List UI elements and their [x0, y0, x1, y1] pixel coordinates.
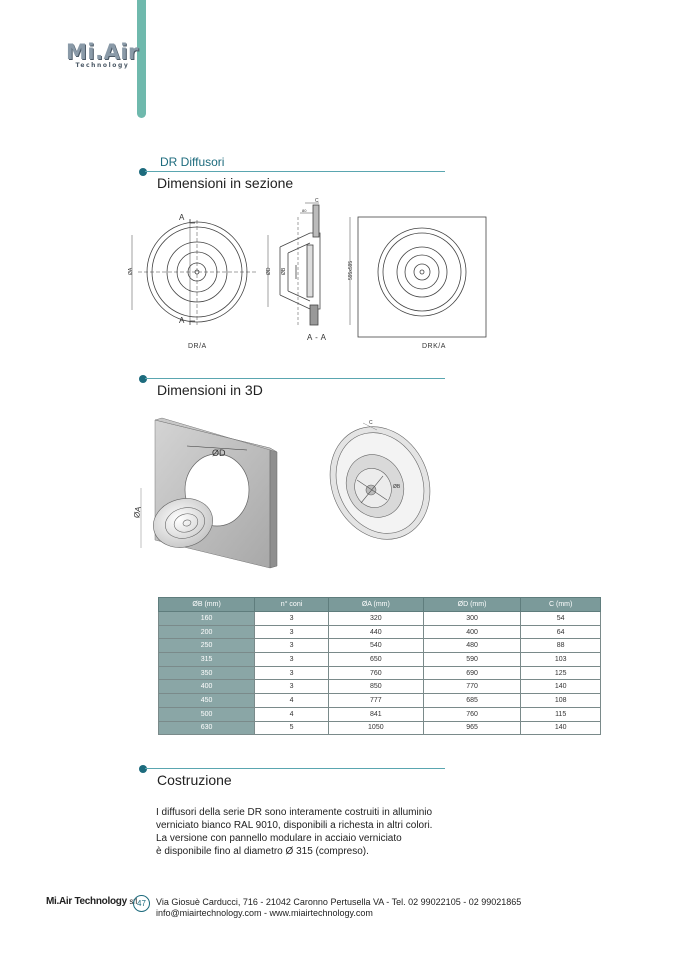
- section-marker-dot: [139, 375, 147, 383]
- table-row: [159, 612, 601, 626]
- text-line: è disponibile fino al diametro Ø 315 (compreso).: [156, 846, 369, 857]
- dim-oa-label: ØA: [128, 267, 134, 275]
- dimensions-table: [158, 597, 601, 735]
- section-title-3d: Dimensioni in 3D: [157, 382, 263, 398]
- render-3d: [125, 408, 435, 578]
- table-cell: 450: [159, 694, 255, 708]
- dim-c-label: C: [315, 198, 319, 204]
- text-line: verniciato bianco RAL 9010, disponibili a richesta in altri colori.: [156, 820, 433, 831]
- render-dim-oa: ØA: [132, 505, 143, 519]
- section-divider: [145, 378, 445, 379]
- brand-logo: [66, 40, 139, 69]
- table-cell: 400: [423, 625, 521, 639]
- section-title-sezione: Dimensioni in sezione: [157, 175, 294, 191]
- table-row: [159, 639, 601, 653]
- dim-a-bottom: A: [179, 316, 185, 325]
- table-cell: 3: [255, 612, 329, 626]
- table-cell: 160: [159, 612, 255, 626]
- table-cell: 3: [255, 680, 329, 694]
- drawing-drk-front: [358, 217, 486, 337]
- table-cell: 4: [255, 707, 329, 721]
- table-cell: 3: [255, 625, 329, 639]
- render-dim-ob: ØB: [393, 484, 401, 490]
- table-cell: 315: [159, 653, 255, 667]
- drawing-section-aa: [268, 203, 350, 325]
- table-cell: 64: [521, 625, 601, 639]
- footer-contact: [156, 897, 521, 919]
- table-cell: 965: [423, 721, 521, 735]
- table-cell: 200: [159, 625, 255, 639]
- table-cell: 3: [255, 653, 329, 667]
- table-row: [159, 721, 601, 735]
- section-divider: [145, 768, 445, 769]
- table-cell: 103: [521, 653, 601, 667]
- footer-brand: [46, 896, 137, 907]
- dim-od-label: ØD: [266, 267, 272, 275]
- table-cell: 250: [159, 639, 255, 653]
- col-header-coni: n° coni: [255, 598, 329, 612]
- table-row: [159, 666, 601, 680]
- table-cell: 88: [521, 639, 601, 653]
- section-marker-dot: [139, 168, 147, 176]
- section-subtitle: DR Diffusori: [160, 155, 225, 169]
- label-section-aa: A - A: [307, 333, 327, 342]
- render-dim-c: C: [369, 420, 373, 426]
- dim-80-label: 80: [302, 208, 307, 213]
- footer-address: Via Giosuè Carducci, 716 - 21042 Caronno Pertusella VA - Tel. 02 99022105 - 02 99021865: [156, 897, 522, 907]
- footer-links: info@miairtechnology.com - www.miairtechnology.com: [156, 908, 373, 918]
- table-cell: 54: [521, 612, 601, 626]
- table-row: [159, 694, 601, 708]
- label-drk: DRK/A: [422, 343, 446, 350]
- table-cell: 350: [159, 666, 255, 680]
- table-cell: 108: [521, 694, 601, 708]
- footer-brand-name: Mi.Air Technology: [46, 896, 127, 907]
- table-cell: 1050: [328, 721, 423, 735]
- dim-595-label: 595x595: [348, 260, 354, 280]
- table-cell: 630: [159, 721, 255, 735]
- dim-ob-label: ØB: [281, 267, 287, 275]
- table-cell: 650: [328, 653, 423, 667]
- table-row: [159, 680, 601, 694]
- text-line: I diffusori della serie DR sono interamente costruiti in alluminio: [156, 807, 433, 818]
- col-header-oa: ØA (mm): [328, 598, 423, 612]
- table-cell: 400: [159, 680, 255, 694]
- section-marker-dot: [139, 765, 147, 773]
- text-line: La versione con pannello modulare in acciaio verniciato: [156, 833, 402, 844]
- table-cell: 300: [423, 612, 521, 626]
- table-cell: 3: [255, 666, 329, 680]
- logo-main-text: Mi.Air: [66, 40, 139, 64]
- table-cell: 590: [423, 653, 521, 667]
- table-header-row: [159, 598, 601, 612]
- dim-a-top: A: [179, 213, 185, 222]
- table-cell: 115: [521, 707, 601, 721]
- table-row: [159, 625, 601, 639]
- table-cell: 770: [423, 680, 521, 694]
- section-title-costruzione: Costruzione: [157, 772, 232, 788]
- col-header-od: ØD (mm): [423, 598, 521, 612]
- table-cell: 760: [328, 666, 423, 680]
- diffuser-3d-cone: [312, 410, 435, 556]
- table-cell: 540: [328, 639, 423, 653]
- section-drawings: [120, 195, 500, 355]
- table-cell: 440: [328, 625, 423, 639]
- table-cell: 4: [255, 694, 329, 708]
- table-cell: 760: [423, 707, 521, 721]
- table-cell: 125: [521, 666, 601, 680]
- render-dim-od: ØD: [212, 448, 226, 458]
- section-divider: [145, 171, 445, 172]
- drawing-dr-front: [132, 219, 256, 325]
- footer-brand-suffix: srl: [129, 897, 137, 906]
- table-cell: 140: [521, 680, 601, 694]
- table-cell: 3: [255, 639, 329, 653]
- table-cell: 5: [255, 721, 329, 735]
- table-cell: 690: [423, 666, 521, 680]
- col-header-ob: ØB (mm): [159, 598, 255, 612]
- table-row: [159, 707, 601, 721]
- table-cell: 685: [423, 694, 521, 708]
- table-cell: 320: [328, 612, 423, 626]
- table-cell: 841: [328, 707, 423, 721]
- table-cell: 480: [423, 639, 521, 653]
- table-cell: 777: [328, 694, 423, 708]
- page-number: 47: [133, 895, 150, 912]
- table-row: [159, 653, 601, 667]
- table-cell: 500: [159, 707, 255, 721]
- construction-text: [156, 806, 432, 858]
- table-cell: 140: [521, 721, 601, 735]
- label-dr: DR/A: [188, 343, 207, 350]
- col-header-c: C (mm): [521, 598, 601, 612]
- logo-sub-text: Technology: [75, 62, 130, 69]
- table-cell: 850: [328, 680, 423, 694]
